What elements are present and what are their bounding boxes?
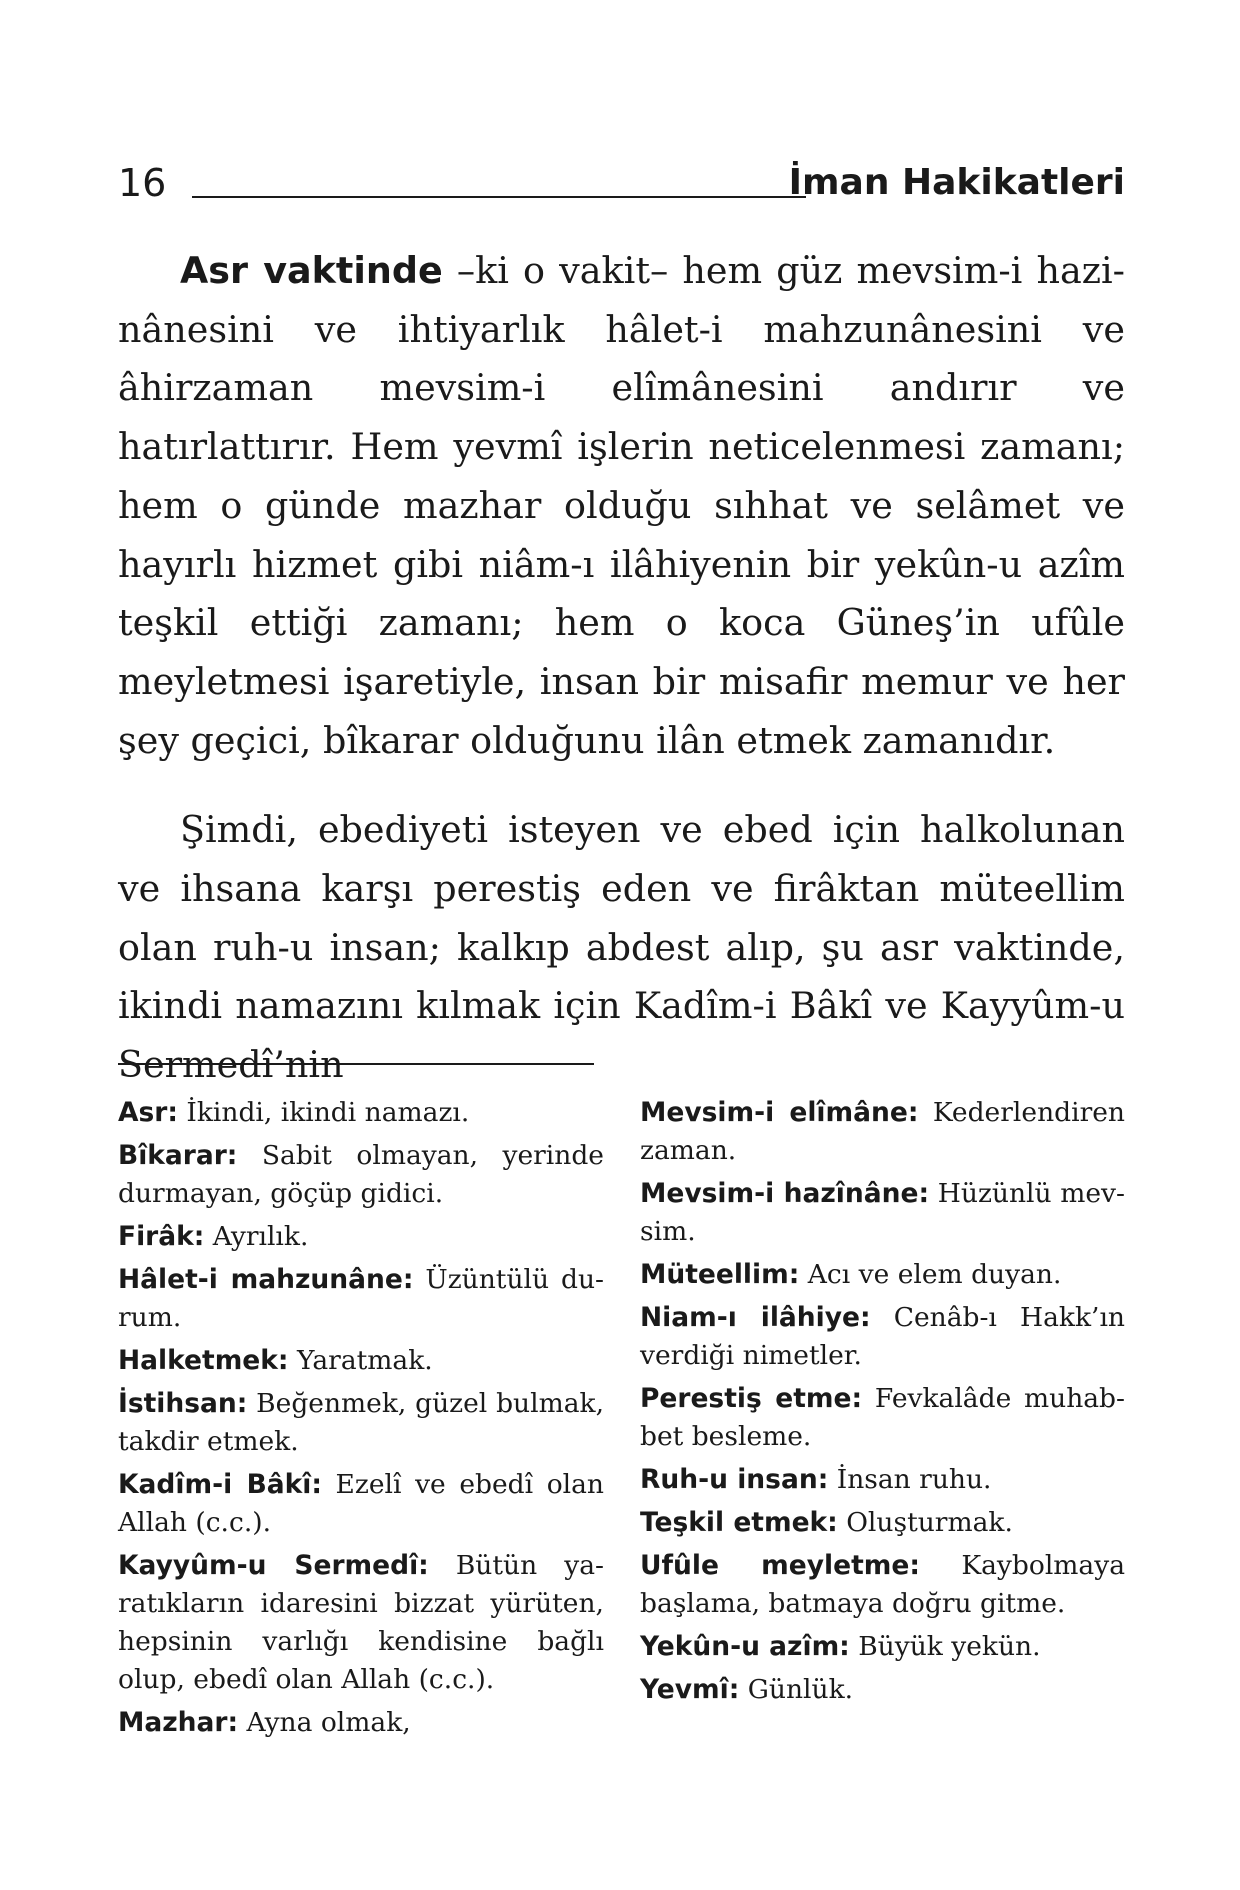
glossary-term: Bîkarar:: [118, 1140, 238, 1171]
glossary-entry: [118, 1261, 604, 1337]
glossary-right-column: [640, 1094, 1125, 1714]
glossary-term: Hâlet-i mahzunâne:: [118, 1264, 414, 1295]
glossary-definition: Cenâb-ı Hakk’ın verdiği nimetler.: [640, 1302, 1125, 1371]
paragraph-1: [118, 242, 1125, 770]
paragraph-1-text: –ki o vakit– hem güz mevsim-i hazinânesini ve ihtiyarlık hâlet-i mahzunânesini ve âhirzaman mevsim-i elîmânesini andırır ve hatırlattırır. Hem yevmî işlerin neticelenmesi zamanı; hem o günde mazhar olduğu sıhhat ve selâmet ve hayırlı hizmet gibi niâm-ı ilâhiyenin bir yekûn-u azîm teşkil ettiği zamanı; hem o koca Güneş’in ufûle meyletmesi işaretiyle, insan bir misafir memur ve her şey geçici, bîkarar olduğunu ilân etmek zamanıdır.: [118, 249, 1125, 762]
glossary-definition: Büyük yekün.: [849, 1631, 1041, 1662]
glossary-definition: Kederlendiren zaman.: [640, 1097, 1125, 1166]
glossary-entry: [118, 1466, 604, 1542]
glossary-entry: [640, 1094, 1125, 1170]
glossary-term: Halketmek:: [118, 1345, 289, 1376]
glossary-entry: [118, 1342, 604, 1380]
glossary-definition: Beğenmek, güzel bulmak, takdir etmek.: [118, 1388, 604, 1457]
glossary-entry: [118, 1094, 604, 1132]
glossary-entry: [118, 1218, 604, 1256]
glossary-definition: Ayrılık.: [204, 1221, 309, 1252]
glossary-term: Niam-ı ilâhiye:: [640, 1302, 871, 1333]
glossary-definition: Ayna olmak,: [238, 1707, 411, 1738]
glossary-entry: [118, 1137, 604, 1213]
glossary-term: Yevmî:: [640, 1674, 740, 1705]
glossary-entry: [640, 1461, 1125, 1499]
page-header: [118, 158, 1125, 208]
glossary-definition: Acı ve elem duyan.: [799, 1259, 1062, 1290]
glossary-term: Firâk:: [118, 1221, 205, 1252]
glossary-definition: Bütün yaratıkların idaresini bizzat yürüten, hepsinin varlığı kendisine bağlı olup, ebedî olan Allah (c.c.).: [118, 1550, 604, 1695]
glossary-term: Asr:: [118, 1097, 178, 1128]
glossary-entry: [640, 1256, 1125, 1294]
running-title: İman Hakikatleri: [788, 162, 1125, 203]
glossary-entry: [640, 1628, 1125, 1666]
glossary-definition: Ezelî ve ebedî olan Allah (c.c.).: [118, 1469, 604, 1538]
glossary-entry: [118, 1385, 604, 1461]
glossary-entry: [640, 1175, 1125, 1251]
glossary-term: Mazhar:: [118, 1707, 239, 1738]
glossary-definition: Fevkalâde muhabbet besleme.: [640, 1383, 1125, 1452]
glossary-definition: İkindi, ikindi namazı.: [177, 1097, 470, 1128]
glossary-left-column: [118, 1094, 604, 1747]
glossary-term: Mevsim-i elîmâne:: [640, 1097, 919, 1128]
glossary-entry: [640, 1547, 1125, 1623]
glossary-definition: İnsan ruhu.: [828, 1464, 992, 1495]
glossary-term: İstihsan:: [118, 1388, 248, 1419]
glossary-entry: [640, 1299, 1125, 1375]
main-text: [118, 242, 1125, 1095]
header-rule: [192, 196, 806, 198]
glossary-term: Teşkil etmek:: [640, 1507, 838, 1538]
glossary-definition: Hüzünlü mevsim.: [640, 1178, 1125, 1247]
glossary-definition: Oluşturmak.: [837, 1507, 1013, 1538]
glossary-definition: Sabit olmayan, yerinde durmayan, göçüp gidici.: [118, 1140, 604, 1209]
glossary-term: Kadîm-i Bâkî:: [118, 1469, 322, 1500]
page-number: 16: [118, 161, 167, 205]
glossary-term: Ruh-u insan:: [640, 1464, 829, 1495]
glossary-term: Müteellim:: [640, 1259, 800, 1290]
glossary-term: Mevsim-i hazînâne:: [640, 1178, 930, 1209]
paragraph-2: Şimdi, ebediyeti isteyen ve ebed için halkolunan ve ihsana karşı perestiş eden ve firâktan müteellim olan ruh-u insan; kalkıp abdest alıp, şu asr vaktinde, ikindi namazını kılmak için Kadîm-i Bâkî ve Kayyûm-u Sermedî’nin: [118, 808, 1125, 1087]
glossary-definition: Yaratmak.: [288, 1345, 433, 1376]
glossary-term: Ufûle meyletme:: [640, 1550, 920, 1581]
glossary-term: Perestiş etme:: [640, 1383, 863, 1414]
glossary-entry: [640, 1380, 1125, 1456]
footnote-rule: [118, 1063, 594, 1065]
paragraph-lead: Asr vaktinde: [180, 249, 443, 292]
glossary-entry: [640, 1671, 1125, 1709]
glossary-definition: Üzüntülü durum.: [118, 1264, 604, 1333]
glossary-term: Yekûn-u azîm:: [640, 1631, 850, 1662]
glossary-entry: [118, 1547, 604, 1699]
glossary-definition: Günlük.: [739, 1674, 854, 1705]
glossary-definition: Kaybolmaya başlama, batmaya doğru gitme.: [640, 1550, 1125, 1619]
glossary-entry: [640, 1504, 1125, 1542]
glossary-entry: [118, 1704, 604, 1742]
glossary-term: Kayyûm-u Sermedî:: [118, 1550, 429, 1581]
